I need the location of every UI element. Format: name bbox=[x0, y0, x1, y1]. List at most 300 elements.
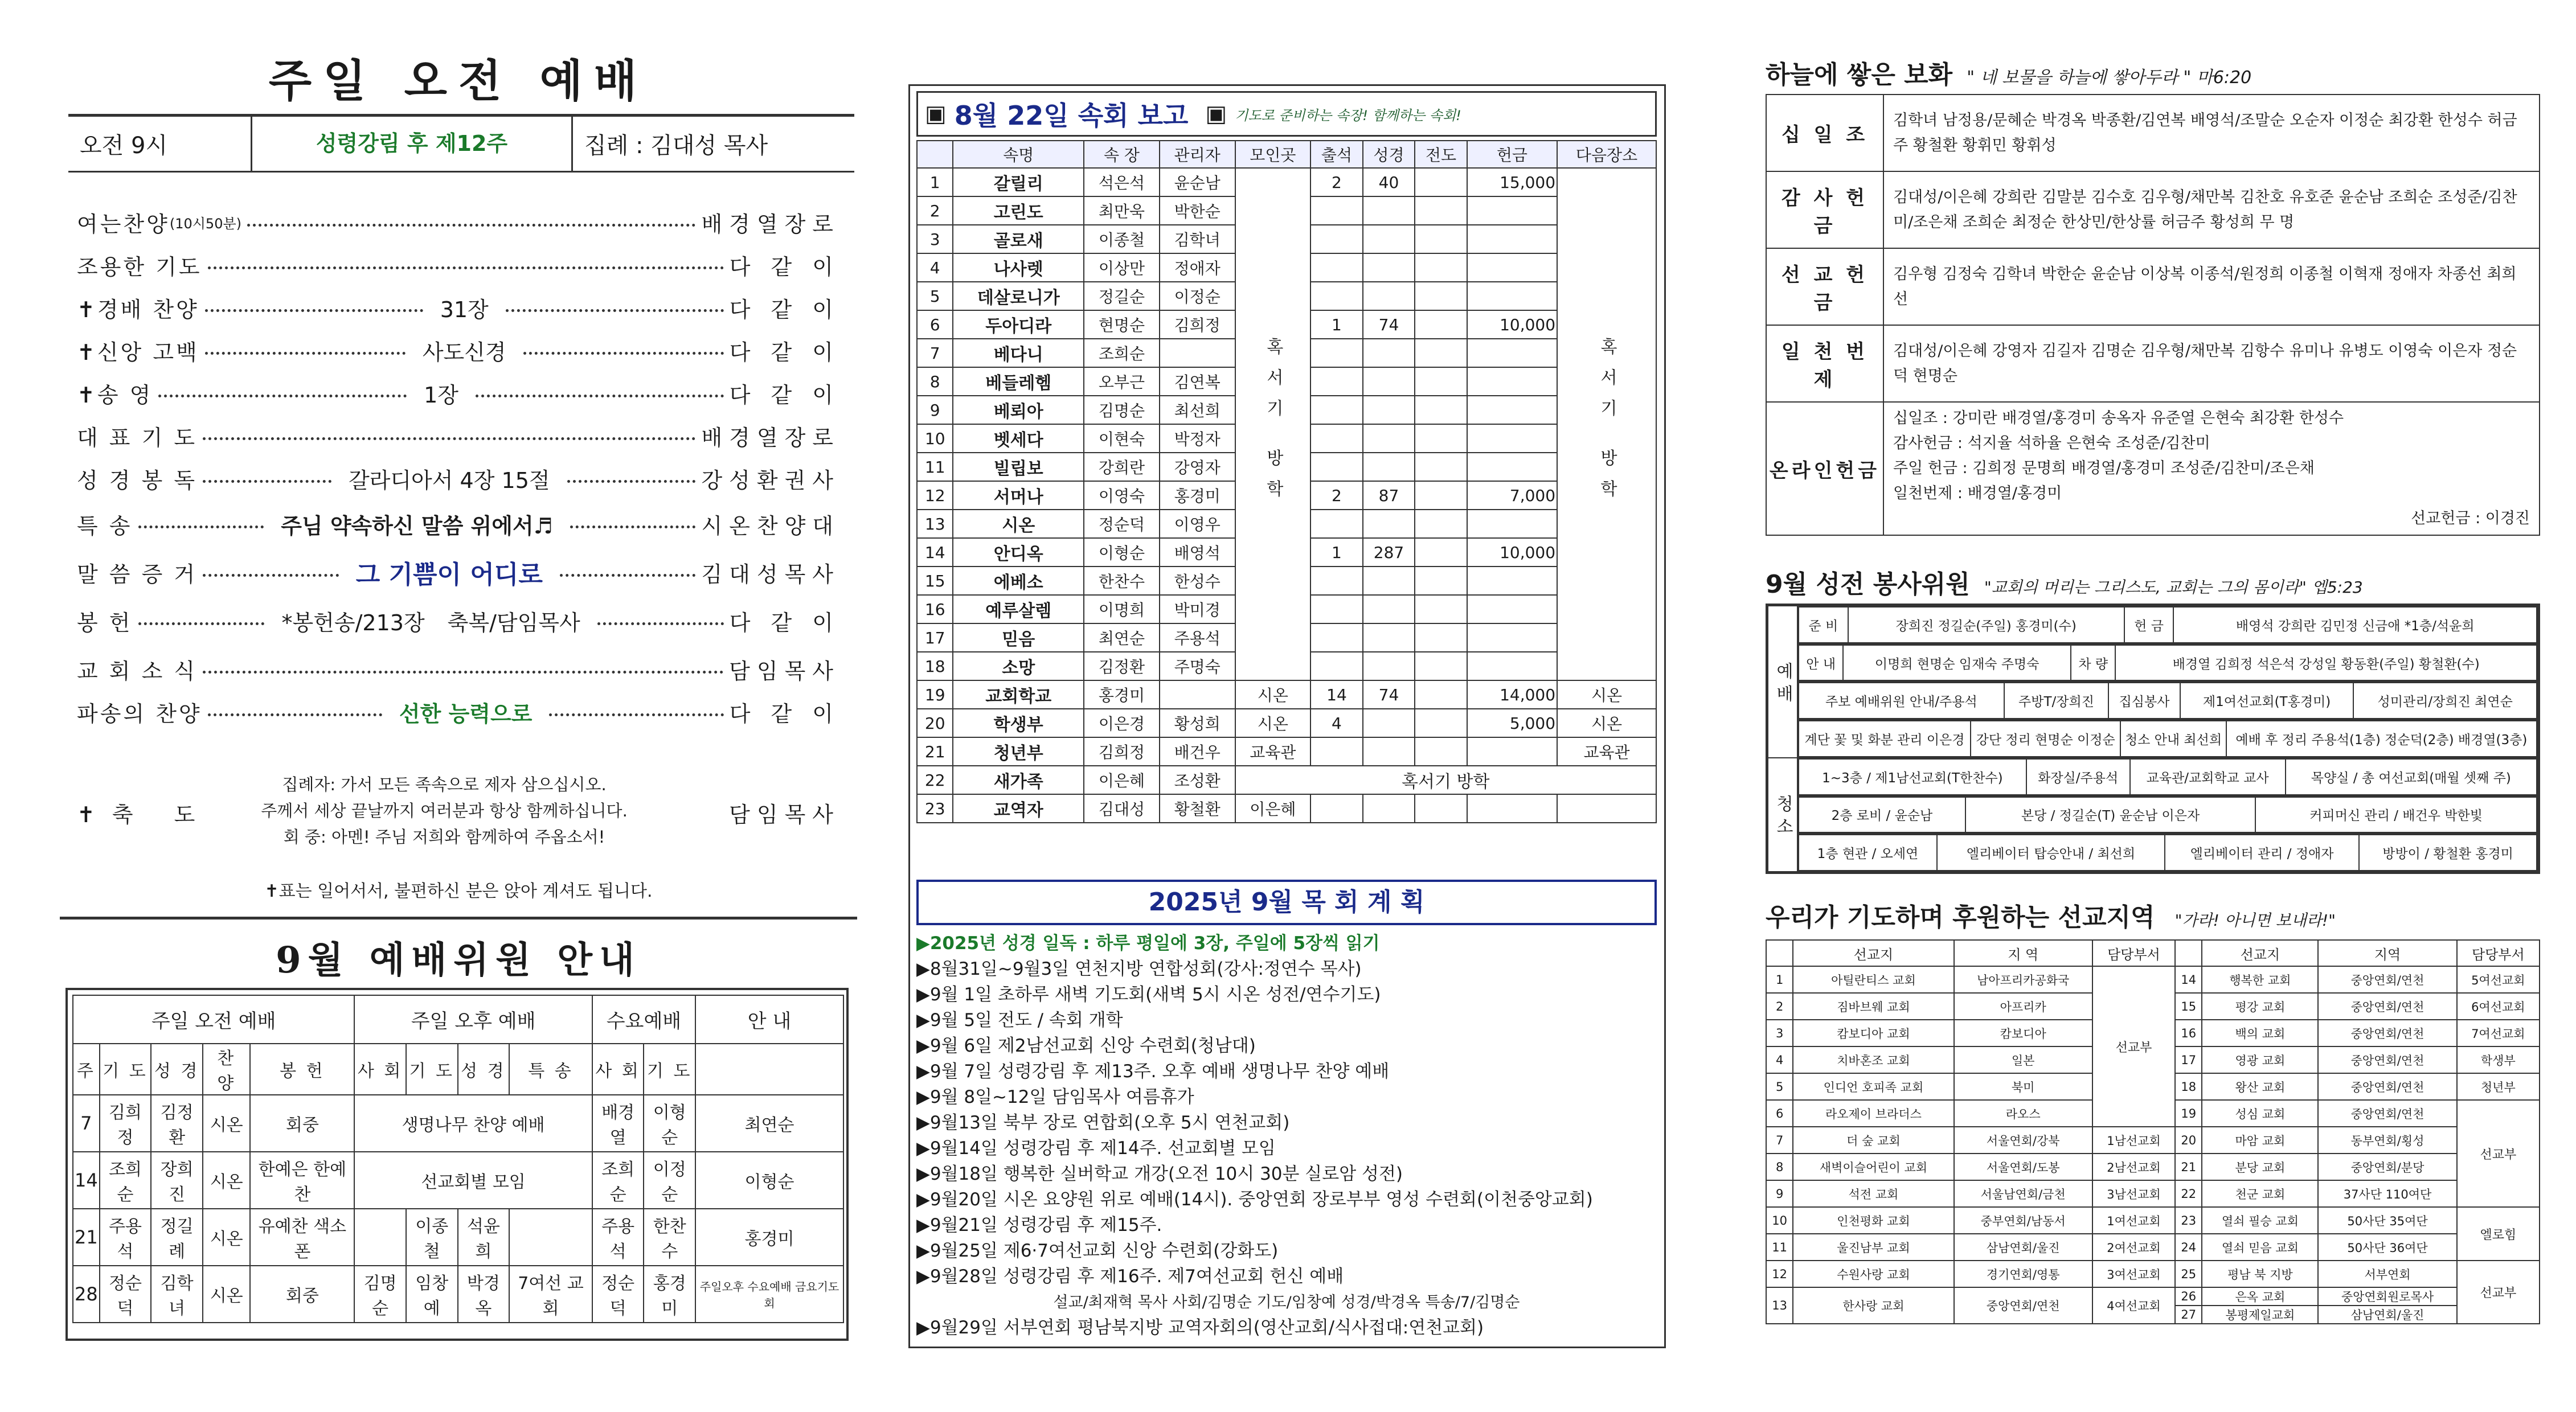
cell-report-panel bbox=[908, 0, 1666, 1412]
plan-item: ▶9월 7일 성령강림 후 제13주. 오후 예배 생명나무 찬양 예배 bbox=[916, 1061, 1390, 1082]
service-cell-wrap bbox=[1797, 834, 2538, 872]
dots bbox=[549, 708, 723, 716]
duty-cell: 김명순 bbox=[354, 1266, 406, 1323]
offering-panel bbox=[1766, 0, 2552, 1412]
report-cell: 17 bbox=[917, 623, 953, 652]
duty-cell: 석윤희 bbox=[458, 1209, 510, 1266]
mission-cell: 삼남연회/울진 bbox=[2318, 1306, 2456, 1324]
mission-cell: 아프리카 bbox=[1954, 993, 2092, 1020]
duty-head: 수요예배 bbox=[592, 995, 695, 1044]
report-cell: 벳세다 bbox=[953, 424, 1084, 453]
mission-dept: 선교부 bbox=[2457, 1261, 2540, 1324]
service-title: 9월 성전 봉사위원 bbox=[1766, 570, 1970, 599]
duty-cell: 시온 bbox=[203, 1266, 250, 1323]
report-cell bbox=[1363, 623, 1415, 652]
mission-cell: 북미 bbox=[1954, 1073, 2092, 1100]
service-quote: "교회의 머리는 그리스도, 교회는 그의 몸이라" 엡5:23 bbox=[1984, 578, 2363, 597]
duty-table-frame bbox=[65, 988, 849, 1341]
order-item bbox=[77, 376, 840, 410]
duty-cell: 정순덕 bbox=[100, 1266, 151, 1323]
report-cell: 교역자 bbox=[953, 794, 1084, 823]
report-cell: 3 bbox=[917, 225, 953, 253]
report-cell: 소망 bbox=[953, 652, 1084, 680]
report-cell: 베다니 bbox=[953, 339, 1084, 367]
mission-cell: 평남 북 지방 bbox=[2202, 1261, 2318, 1287]
report-cell: 시온 bbox=[1235, 709, 1311, 737]
duty-cell: 이종철 bbox=[406, 1209, 458, 1266]
report-cell: 이은경 bbox=[1084, 709, 1160, 737]
duty-cell: 박경옥 bbox=[458, 1266, 510, 1323]
mission-cell: 중앙연회/연천 bbox=[1954, 1287, 2092, 1324]
report-row bbox=[917, 680, 1656, 709]
report-cell: 16 bbox=[917, 595, 953, 623]
section-rule bbox=[60, 917, 857, 920]
service-cell-wrap bbox=[1797, 758, 2538, 796]
report-cell bbox=[1310, 225, 1363, 253]
mission-cell: 라오제이 브라더스 bbox=[1793, 1100, 1953, 1127]
mission-dept: 선교부 bbox=[2092, 966, 2175, 1127]
report-cell: 석은석 bbox=[1084, 168, 1160, 196]
service-cell: 배영석 강희란 김민정 신금애 *1층/석윤희 bbox=[2173, 607, 2537, 643]
order-person: 배경열장로 bbox=[701, 425, 840, 450]
mission-title: 우리가 기도하며 후원하는 선교지역 bbox=[1766, 903, 2155, 932]
presider: 집례 : 김대성 목사 bbox=[584, 133, 768, 159]
report-cell: 10 bbox=[917, 424, 953, 453]
service-cell: 1~3층 / 제1남선교회(T한찬수) bbox=[1799, 759, 2026, 795]
mission-dept: 2남선교회 bbox=[2092, 1154, 2175, 1180]
mission-cell: 50사단 36여단 bbox=[2318, 1234, 2456, 1261]
report-cell: 최만욱 bbox=[1084, 196, 1160, 225]
mission-head: 담당부서 bbox=[2457, 940, 2540, 966]
dots bbox=[523, 346, 724, 355]
report-cell bbox=[1363, 424, 1415, 453]
order-item bbox=[77, 461, 840, 495]
report-cell: 데살로니가 bbox=[953, 282, 1084, 310]
report-cell: 10,000 bbox=[1467, 538, 1557, 567]
mission-cell: 중앙연회/분당 bbox=[2318, 1154, 2456, 1180]
dots bbox=[158, 389, 407, 397]
order-label: 봉 헌 bbox=[77, 610, 133, 635]
online-offer-line: 선교헌금 : 이경진 bbox=[2411, 510, 2530, 527]
report-cell: 이명희 bbox=[1084, 595, 1160, 623]
report-cell: 정길순 bbox=[1084, 282, 1160, 310]
dots bbox=[203, 474, 331, 483]
service-cell: 목양실 / 총 여선교회(매월 셋째 주) bbox=[2286, 759, 2537, 795]
report-title: 8월 22일 속회 보고 bbox=[954, 100, 1189, 131]
mission-cell: 열쇠 믿음 교회 bbox=[2202, 1234, 2318, 1261]
report-cell bbox=[1363, 453, 1415, 481]
mission-cell: 서울연회/도봉 bbox=[1954, 1154, 2092, 1180]
plan-item: ▶8월31일~9월3일 연천지방 연합성회(강사:정연수 목사) bbox=[916, 959, 1362, 979]
mission-dept: 학생부 bbox=[2457, 1046, 2540, 1073]
report-cell bbox=[1467, 652, 1557, 680]
mission-cell: 울진남부 교회 bbox=[1793, 1234, 1953, 1261]
report-cell bbox=[1415, 396, 1467, 424]
plan-item: ▶2025년 성경 일독 : 하루 평일에 3장, 주일에 5장씩 읽기 bbox=[916, 933, 1380, 954]
mission-dept: 3여선교회 bbox=[2092, 1261, 2175, 1287]
report-cell: 7 bbox=[917, 339, 953, 367]
report-cell: 이정순 bbox=[1160, 282, 1235, 310]
report-cell: 5 bbox=[917, 282, 953, 310]
duty-subhead: 기 도 bbox=[644, 1044, 695, 1095]
mission-cell: 평강 교회 bbox=[2202, 993, 2318, 1020]
duty-cell: 회중 bbox=[250, 1095, 354, 1152]
mission-cell: 짐바브웨 교회 bbox=[1793, 993, 1953, 1020]
mission-cell: 캄보디아 교회 bbox=[1793, 1020, 1953, 1046]
mission-row bbox=[1766, 1127, 2540, 1154]
report-cell: 청년부 bbox=[953, 737, 1084, 766]
square-icon: ▣ bbox=[1205, 101, 1227, 127]
duty-subhead: 사 회 bbox=[354, 1044, 406, 1095]
order-item bbox=[77, 507, 840, 541]
report-cell: 안디옥 bbox=[953, 538, 1084, 567]
report-cell bbox=[1467, 595, 1557, 623]
service-cell: 배경열 김희정 석은석 강성일 황동환(주일) 황철환(수) bbox=[2115, 645, 2537, 681]
duty-title: 9월 예배위원 안내 bbox=[276, 939, 641, 982]
order-person: 다 같 이 bbox=[729, 701, 840, 726]
report-cell: 이형순 bbox=[1084, 538, 1160, 567]
offer-row bbox=[1766, 402, 2540, 535]
mission-head bbox=[1766, 940, 1793, 966]
service-inner bbox=[1798, 606, 2537, 643]
mission-cell: 마암 교회 bbox=[2202, 1127, 2318, 1154]
dots bbox=[567, 474, 696, 483]
mission-quote: "가라! 아니면 보내라!" bbox=[2174, 911, 2336, 930]
duty-cell: 이정순 bbox=[644, 1152, 695, 1209]
service-cell: 교육관/교회학교 교사 bbox=[2130, 759, 2286, 795]
service-cell-wrap bbox=[1797, 644, 2538, 682]
plan-item: 설교/최재혁 목사 사회/김명순 기도/임창예 성경/박경옥 특송/7/김명순 bbox=[1053, 1294, 1520, 1311]
service-cell: 엘리베이터 관리 / 정애자 bbox=[2165, 835, 2359, 871]
duty-subhead: 주 bbox=[73, 1044, 100, 1095]
mission-cell: 23 bbox=[2175, 1207, 2202, 1234]
report-cell bbox=[1415, 367, 1467, 396]
offer-names: 김학녀 남정용/문혜순 박경옥 박종환/김연복 배영석/조말순 오순자 이정순 최강환 한성수 허금주 황철환 황휘민 황휘성 bbox=[1883, 95, 2540, 171]
offer-names: 김우형 김정숙 김학녀 박한순 윤순남 이상복 이종석/원정희 이종철 이혁재 정애자 차종선 최희선 bbox=[1883, 248, 2540, 325]
order-label: 여는찬양 bbox=[77, 211, 170, 237]
service-inner-row bbox=[1799, 797, 2537, 833]
service-inner-row bbox=[1799, 607, 2537, 643]
duty-cell: 7여선 교회 bbox=[509, 1266, 592, 1323]
report-cell bbox=[1467, 225, 1557, 253]
dots bbox=[208, 261, 724, 269]
dots bbox=[506, 303, 724, 312]
order-item bbox=[77, 652, 840, 686]
plan-list bbox=[916, 931, 1657, 1341]
online-offer-line: 감사헌금 : 석지율 석하율 은현숙 조성준/김찬미 bbox=[1893, 434, 2210, 452]
service-inner bbox=[1798, 645, 2537, 682]
report-cell: 4 bbox=[917, 253, 953, 282]
report-cell: 18 bbox=[917, 652, 953, 680]
duty-cell: 장희진 bbox=[151, 1152, 203, 1209]
report-note: 기도로 준비하는 속장! 함께하는 속회! bbox=[1235, 107, 1461, 124]
plan-item: ▶9월18일 행복한 실버학교 개강(오전 10시 30분 실로암 성전) bbox=[916, 1164, 1403, 1184]
report-cell: 시온 bbox=[1235, 680, 1311, 709]
duty-cell bbox=[509, 1209, 592, 1266]
duty-subhead: 특 송 bbox=[509, 1044, 592, 1095]
duty-cell: 김학녀 bbox=[151, 1266, 203, 1323]
duty-cell: 조희순 bbox=[592, 1152, 644, 1209]
service-cell: 예배 후 정리 주용석(1층) 정순덕(2층) 배경열(3층) bbox=[2226, 721, 2537, 757]
report-cell: 갈릴리 bbox=[953, 168, 1084, 196]
report-cell: 나사렛 bbox=[953, 253, 1084, 282]
report-cell: 강영자 bbox=[1160, 453, 1235, 481]
report-cell: 믿음 bbox=[953, 623, 1084, 652]
mission-cell: 일본 bbox=[1954, 1046, 2092, 1073]
mission-cell: 수원사랑 교회 bbox=[1793, 1261, 1953, 1287]
report-cell bbox=[1363, 510, 1415, 538]
duty-subhead: 성 경 bbox=[458, 1044, 510, 1095]
benediction-right: 담임목사 bbox=[729, 802, 840, 827]
service-inner-row bbox=[1799, 835, 2537, 871]
guide-cell: 이형순 bbox=[695, 1152, 843, 1209]
mission-cell: 9 bbox=[1766, 1180, 1793, 1207]
benediction-label: ✝축 도 bbox=[77, 802, 212, 827]
report-head: 헌금 bbox=[1467, 141, 1557, 168]
service-row bbox=[1768, 682, 2538, 720]
mission-cell: 12 bbox=[1766, 1261, 1793, 1287]
report-cell: 87 bbox=[1363, 481, 1415, 510]
order-label: 특 송 bbox=[77, 513, 133, 539]
order-time: (10시50분) bbox=[169, 215, 242, 232]
offer-title-row bbox=[1766, 54, 2552, 91]
duty-cell: 조희순 bbox=[100, 1152, 151, 1209]
mission-head: 담당부서 bbox=[2092, 940, 2175, 966]
mission-dept: 2여선교회 bbox=[2092, 1234, 2175, 1261]
report-cell: 고린도 bbox=[953, 196, 1084, 225]
report-cell: 15,000 bbox=[1467, 168, 1557, 196]
mission-title-row bbox=[1766, 897, 2552, 933]
mission-cell: 18 bbox=[2175, 1073, 2202, 1100]
mission-cell: 20 bbox=[2175, 1127, 2202, 1154]
report-cell bbox=[1310, 367, 1363, 396]
report-cell: 8 bbox=[917, 367, 953, 396]
report-cell bbox=[1310, 339, 1363, 367]
report-cell: 박정자 bbox=[1160, 424, 1235, 453]
mission-cell: 중부연회/남동서 bbox=[1954, 1207, 2092, 1234]
report-cell: 김희정 bbox=[1084, 737, 1160, 766]
report-head: 속명 bbox=[953, 141, 1084, 168]
report-cell bbox=[1467, 196, 1557, 225]
mission-cell: 중앙연회/연천 bbox=[2318, 993, 2456, 1020]
mission-cell: 50사단 35여단 bbox=[2318, 1207, 2456, 1234]
service-inner-row bbox=[1799, 645, 2537, 681]
service-header bbox=[68, 117, 854, 173]
report-cell: 오부근 bbox=[1084, 367, 1160, 396]
mission-cell: 1 bbox=[1766, 966, 1793, 993]
dots bbox=[203, 665, 723, 674]
report-cell: 김정환 bbox=[1084, 652, 1160, 680]
service-cell: 엘리베이터 탑승안내 / 최선희 bbox=[1937, 835, 2165, 871]
duty-week: 7 bbox=[73, 1095, 100, 1152]
report-cell bbox=[1310, 196, 1363, 225]
report-cell: 조성환 bbox=[1160, 766, 1235, 794]
benediction-text bbox=[191, 771, 698, 850]
report-cell: 시온 bbox=[1557, 709, 1656, 737]
service-row bbox=[1768, 834, 2538, 872]
report-cell: 14 bbox=[917, 538, 953, 567]
report-cell bbox=[1363, 253, 1415, 282]
report-cell: 19 bbox=[917, 680, 953, 709]
dots bbox=[597, 617, 724, 625]
order-item bbox=[77, 555, 840, 589]
order-person: 다 같 이 bbox=[729, 610, 840, 635]
duty-cell: 회중 bbox=[250, 1266, 354, 1323]
report-cell: 11 bbox=[917, 453, 953, 481]
mission-cell: 5 bbox=[1766, 1073, 1793, 1100]
duty-cell: 김희정 bbox=[100, 1095, 151, 1152]
duty-subhead: 사 회 bbox=[592, 1044, 644, 1095]
offer-names bbox=[1883, 402, 2540, 535]
order-item bbox=[77, 248, 840, 282]
mission-row bbox=[1766, 1180, 2540, 1207]
mission-cell: 37사단 110여단 bbox=[2318, 1180, 2456, 1207]
report-cell: 20 bbox=[917, 709, 953, 737]
dots bbox=[205, 346, 406, 355]
mission-cell: 21 bbox=[2175, 1154, 2202, 1180]
report-cell: 이은혜 bbox=[1084, 766, 1160, 794]
service-inner bbox=[1798, 797, 2537, 834]
report-cell: 에베소 bbox=[953, 567, 1084, 595]
report-head: 속 장 bbox=[1084, 141, 1160, 168]
order-content: *봉헌송/213장 bbox=[281, 610, 425, 635]
report-cell bbox=[1415, 424, 1467, 453]
dots bbox=[570, 520, 696, 528]
mission-cell: 삼남연회/울진 bbox=[1954, 1234, 2092, 1261]
report-cell bbox=[1310, 424, 1363, 453]
duty-row bbox=[73, 1209, 843, 1266]
report-cell: 김명순 bbox=[1084, 396, 1160, 424]
mission-cell: 백의 교회 bbox=[2202, 1020, 2318, 1046]
mission-cell: 석전 교회 bbox=[1793, 1180, 1953, 1207]
plan-title: 2025년 9월 목 회 계 획 bbox=[1148, 888, 1425, 917]
duty-cell: 배경열 bbox=[592, 1095, 644, 1152]
report-cell bbox=[1363, 367, 1415, 396]
report-cell bbox=[1415, 510, 1467, 538]
report-cell bbox=[1310, 396, 1363, 424]
mission-dept: 청년부 bbox=[2457, 1073, 2540, 1100]
report-title-bar bbox=[916, 91, 1657, 137]
mission-cell: 19 bbox=[2175, 1100, 2202, 1127]
duty-subhead: 찬 양 bbox=[203, 1044, 250, 1095]
service-cell: 헌 금 bbox=[2124, 607, 2174, 643]
order-item bbox=[77, 333, 840, 367]
report-cell: 7,000 bbox=[1467, 481, 1557, 510]
report-cell: 최연순 bbox=[1084, 623, 1160, 652]
service-cell: 주방T/장희진 bbox=[2004, 683, 2109, 719]
report-cell: 한성수 bbox=[1160, 567, 1235, 595]
offer-row bbox=[1766, 171, 2540, 248]
service-cell: 2층 로비 / 윤순남 bbox=[1799, 797, 1965, 833]
report-cell bbox=[1310, 794, 1363, 823]
report-cell bbox=[1363, 652, 1415, 680]
duty-week: 14 bbox=[73, 1152, 100, 1209]
plan-item: ▶9월14일 성령강림 후 제14주. 선교회별 모임 bbox=[916, 1138, 1276, 1159]
vacation-cell: 혹서기 방학 bbox=[1557, 168, 1656, 680]
report-row bbox=[917, 709, 1656, 737]
report-cell bbox=[1363, 567, 1415, 595]
order-content: 사도신경 bbox=[422, 339, 506, 365]
offer-kind: 선 교 헌 금 bbox=[1766, 248, 1883, 325]
mission-row bbox=[1766, 1154, 2540, 1180]
mission-row bbox=[1766, 1261, 2540, 1287]
report-cell: 2 bbox=[917, 196, 953, 225]
service-cell: 준 비 bbox=[1799, 607, 1848, 643]
mission-cell: 열쇠 필승 교회 bbox=[2202, 1207, 2318, 1234]
report-cell: 윤순남 bbox=[1160, 168, 1235, 196]
report-cell: 강희란 bbox=[1084, 453, 1160, 481]
report-cell bbox=[1363, 396, 1415, 424]
plan-item: ▶9월 5일 전도 / 속회 개학 bbox=[916, 1010, 1123, 1031]
report-cell bbox=[1467, 282, 1557, 310]
report-cell: 한찬수 bbox=[1084, 567, 1160, 595]
report-cell bbox=[1557, 794, 1656, 823]
order-item bbox=[77, 418, 840, 453]
service-row bbox=[1768, 720, 2538, 758]
service-cell-wrap bbox=[1797, 606, 2538, 644]
report-cell: 정애자 bbox=[1160, 253, 1235, 282]
report-cell bbox=[1415, 196, 1467, 225]
report-cell: 황철환 bbox=[1160, 794, 1235, 823]
order-content: 31장 bbox=[440, 297, 489, 322]
report-cell: 주명숙 bbox=[1160, 652, 1235, 680]
mission-cell: 17 bbox=[2175, 1046, 2202, 1073]
report-cell bbox=[1310, 567, 1363, 595]
mission-cell: 15 bbox=[2175, 993, 2202, 1020]
service-cell: 강단 정리 현명순 이정순 bbox=[1971, 721, 2120, 757]
report-head: 출석 bbox=[1310, 141, 1363, 168]
mission-head-row bbox=[1766, 940, 2540, 966]
report-cell bbox=[1415, 652, 1467, 680]
duty-week: 21 bbox=[73, 1209, 100, 1266]
report-cell: 학생부 bbox=[953, 709, 1084, 737]
mission-head: 지역 bbox=[2318, 940, 2456, 966]
order-label: 말 씀 증 거 bbox=[77, 561, 198, 587]
service-cell: 집심봉사 bbox=[2108, 683, 2180, 719]
cell-report-table bbox=[916, 140, 1657, 823]
mission-cell: 중앙연회/연천 bbox=[2318, 1073, 2456, 1100]
mission-cell: 분당 교회 bbox=[2202, 1154, 2318, 1180]
mission-cell: 영광 교회 bbox=[2202, 1046, 2318, 1073]
service-cell-wrap bbox=[1797, 796, 2538, 834]
duty-cell: 이형순 bbox=[644, 1095, 695, 1152]
offer-kind: 일 천 번 제 bbox=[1766, 325, 1883, 402]
duty-cell: 임창예 bbox=[406, 1266, 458, 1323]
report-cell bbox=[1363, 282, 1415, 310]
report-cell: 교육관 bbox=[1557, 737, 1656, 766]
dots bbox=[247, 218, 695, 227]
report-cell bbox=[1310, 737, 1363, 766]
report-cell: 6 bbox=[917, 310, 953, 339]
service-row bbox=[1768, 758, 2538, 796]
order-content: 주님 약속하신 말씀 위에서♬ bbox=[281, 513, 553, 539]
report-cell: 이종철 bbox=[1084, 225, 1160, 253]
report-cell: 14,000 bbox=[1467, 680, 1557, 709]
service-group: 청 소 bbox=[1768, 758, 1797, 872]
report-cell bbox=[1415, 709, 1467, 737]
order-person: 강성환권사 bbox=[701, 467, 840, 493]
report-cell: 23 bbox=[917, 794, 953, 823]
service-cell: 방방이 / 황철환 홍경미 bbox=[2359, 835, 2537, 871]
duty-afternoon: 생명나무 찬양 예배 bbox=[354, 1095, 592, 1152]
order-item bbox=[77, 205, 840, 239]
service-table bbox=[1766, 604, 2540, 874]
duty-subhead: 기 도 bbox=[100, 1044, 151, 1095]
dots bbox=[476, 389, 724, 397]
duty-cell bbox=[354, 1209, 406, 1266]
mission-row bbox=[1766, 966, 2540, 993]
duty-row bbox=[73, 1266, 843, 1323]
